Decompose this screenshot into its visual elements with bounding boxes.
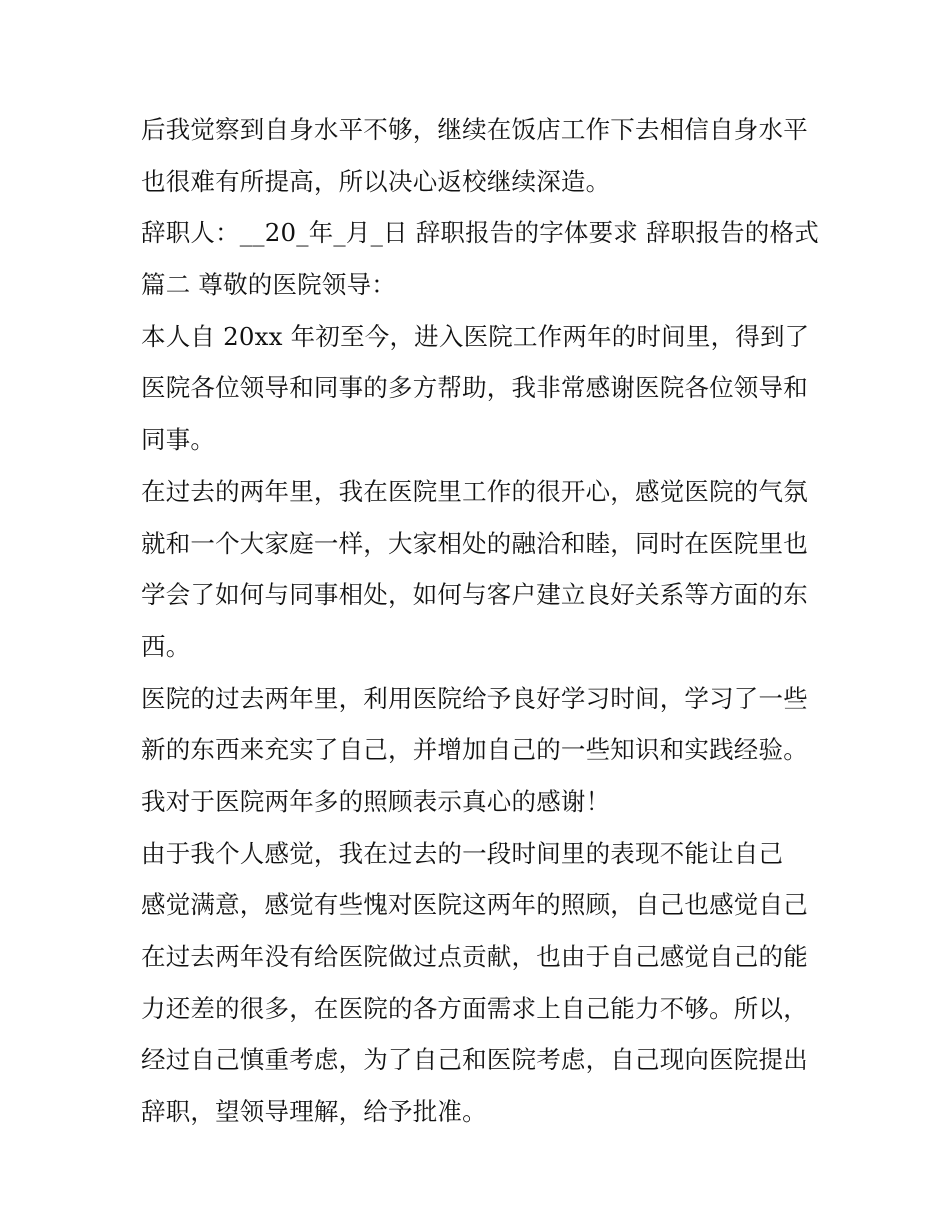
text-line: 由于我个人感觉，我在过去的一段时间里的表现不能让自己 bbox=[141, 838, 784, 868]
text-line: 新的东西来充实了自己，并增加自己的一些知识和实践经验。 bbox=[141, 735, 808, 765]
text-line: 我对于医院两年多的照顾表示真心的感谢！ bbox=[141, 786, 611, 816]
text-line: 在过去两年没有给医院做过点贡献，也由于自己感觉自己的能 bbox=[141, 942, 808, 971]
signature-line: 辞职人：__20_年_月_日 辞职报告的字体要求 辞职报告的格式 bbox=[141, 218, 819, 248]
text-line: 学会了如何与同事相处，如何与客户建立良好关系等方面的东 bbox=[141, 580, 808, 610]
text-line: 医院的过去两年里，利用医院给予良好学习时间，学习了一些 bbox=[141, 683, 808, 713]
text-line: 医院各位领导和同事的多方帮助，我非常感谢医院各位领导和 bbox=[141, 373, 808, 403]
text-line: 西。 bbox=[141, 631, 191, 661]
text-line: 就和一个大家庭一样，大家相处的融洽和睦，同时在医院里也 bbox=[141, 528, 808, 558]
text-line: 辞职，望领导理解，给予批准。 bbox=[141, 1097, 487, 1127]
text-line: 同事。 bbox=[141, 425, 216, 455]
text-line: 力还差的很多，在医院的各方面需求上自己能力不够。所以， bbox=[141, 993, 808, 1023]
text-line: 经过自己慎重考虑，为了自己和医院考虑，自己现向医院提出 bbox=[141, 1045, 808, 1075]
text-line: 在过去的两年里，我在医院里工作的很开心，感觉医院的气氛 bbox=[141, 476, 808, 506]
text-line: 本人自 20xx 年初至今，进入医院工作两年的时间里，得到了 bbox=[141, 321, 810, 351]
section-heading: 篇二 尊敬的医院领导： bbox=[141, 270, 396, 300]
text-line: 后我觉察到自身水平不够，继续在饭店工作下去相信自身水平 bbox=[141, 115, 808, 144]
text-line: 也很难有所提高，所以决心返校继续深造。 bbox=[141, 166, 611, 196]
document-body bbox=[141, 104, 821, 1138]
text-line: 感觉满意，感觉有些愧对医院这两年的照顾，自己也感觉自己 bbox=[141, 890, 808, 920]
